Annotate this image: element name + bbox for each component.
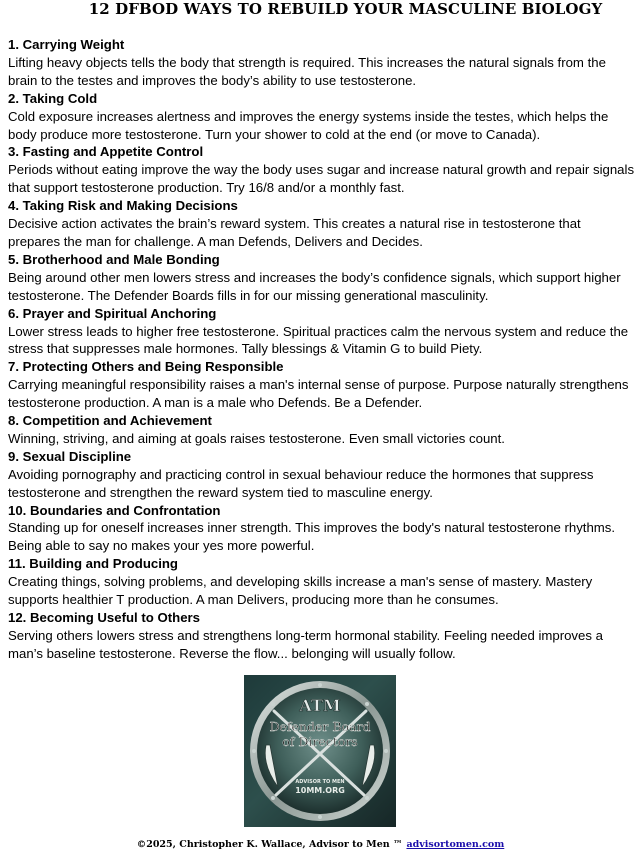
item-body: Periods without eating improve the way the body uses sugar and increase natural growth and repair signals that support testosterone production. Try 16/8 and/or a monthly fast. <box>8 162 635 196</box>
logo-top-text: ATM <box>299 696 341 715</box>
item-body: Standing up for oneself increases inner strength. This improves the body's natural testosterone rhythms. Being able to say no makes your yes more powerful. <box>8 520 616 554</box>
item-body: Being around other men lowers stress and increases the body’s confidence signals, which support higher testosterone. The Defender Boards fills in for our missing generational masculinity. <box>8 269 621 303</box>
item-body: Lower stress leads to higher free testosterone. Spiritual practices calm the nervous system and reduce the stress that suppresses male hormones. Tally blessings & Vitamin G to build Piety. <box>8 323 629 357</box>
list-item <box>8 251 636 305</box>
logo-small-text: ADVISOR TO MEN <box>295 779 345 785</box>
item-body: Winning, striving, and aiming at goals raises testosterone. Even small victories count. <box>8 430 505 446</box>
list-item <box>8 305 636 359</box>
advisortomen-link[interactable]: advisortomen.com <box>406 839 505 850</box>
item-heading: 3. Fasting and Appetite Control <box>8 144 204 160</box>
logo-url-text: 10MM.ORG <box>295 786 345 795</box>
item-heading: 6. Prayer and Spiritual Anchoring <box>8 305 217 321</box>
list-item <box>8 555 636 609</box>
list-item <box>8 90 636 144</box>
list-item <box>8 143 636 197</box>
item-heading: 5. Brotherhood and Male Bonding <box>8 251 220 267</box>
item-heading: 11. Building and Producing <box>8 556 178 572</box>
copyright-text: ©2025, Christopher K. Wallace, Advisor to Men ™ <box>136 839 403 850</box>
item-heading: 4. Taking Risk and Making Decisions <box>8 198 238 214</box>
item-body: Decisive action activates the brain’s reward system. This creates a natural rise in testosterone that prepares the man for challenge. A man Defends, Delivers and Decides. <box>8 216 581 249</box>
item-body: Creating things, solving problems, and developing skills increase a man's sense of mastery. Mastery supports healthier T production. A man Delivers, producing more than he consumes. <box>8 574 593 608</box>
item-body: Lifting heavy objects tells the body that strength is required. This increases the natural signals from the brain to the testes and improves the body’s ability to use testosterone. <box>8 54 606 88</box>
list-item <box>8 502 636 556</box>
list-item <box>8 412 636 448</box>
list-item <box>8 36 636 90</box>
item-heading: 12. Becoming Useful to Others <box>8 610 200 625</box>
item-body: Avoiding pornography and practicing control in sexual behaviour reduce the hormones that suppress testosterone and strengthen the reward system tied to masculine energy. <box>8 466 594 500</box>
item-heading: 1. Carrying Weight <box>8 37 125 52</box>
item-body: Carrying meaningful responsibility raises a man's internal sense of purpose. Purpose naturally strengthens testosterone production. A man is a male who Defends. Be a Defender. <box>8 377 629 411</box>
item-heading: 9. Sexual Discipline <box>8 448 132 464</box>
item-heading: 2. Taking Cold <box>8 90 98 106</box>
list-item <box>8 197 636 251</box>
shield-logo-icon <box>244 675 396 827</box>
logo-line1: Defender Board <box>269 719 371 734</box>
logo-line2: of Directors <box>282 734 358 749</box>
list-item <box>8 609 636 663</box>
defender-board-logo <box>244 675 396 827</box>
page-title: 12 DFBOD WAYS TO REBUILD YOUR MASCULINE BIOLOGY <box>88 0 603 18</box>
item-body: Serving others lowers stress and strengthens long-term hormonal stability. Feeling needed improves a man’s baseline testosterone. Reverse the flow... belonging will usually follow. <box>8 627 603 661</box>
item-heading: 7. Protecting Others and Being Responsible <box>8 359 284 375</box>
list-item <box>8 358 636 412</box>
ways-list <box>8 36 636 663</box>
footer <box>0 838 641 852</box>
item-heading: 10. Boundaries and Confrontation <box>8 502 221 518</box>
list-item <box>8 448 636 502</box>
item-heading: 8. Competition and Achievement <box>8 413 212 429</box>
item-body: Cold exposure increases alertness and improves the energy systems inside the testes, which helps the body produce more testosterone. Turn your shower to cold at the end (or move to Canada). <box>8 108 609 142</box>
